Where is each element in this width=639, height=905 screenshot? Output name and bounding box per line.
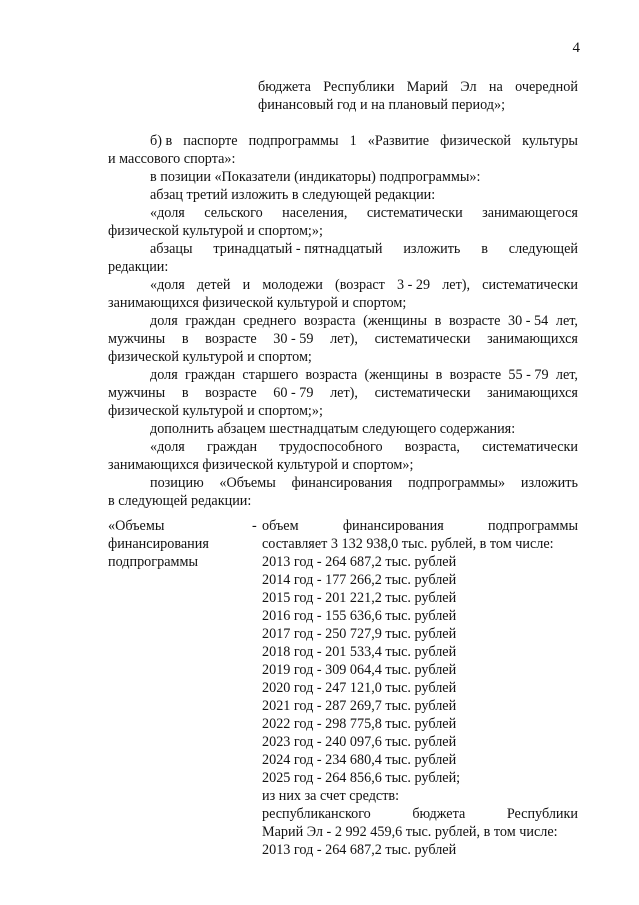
- word: в: [181, 331, 189, 347]
- rural-line-2: физической культурой и спортом;»;: [108, 223, 323, 239]
- word: объем: [262, 518, 299, 534]
- youth-line-1: [150, 277, 578, 294]
- word: мужчины: [108, 331, 166, 347]
- middle-line-3: физической культурой и спортом;: [108, 349, 312, 365]
- year-row: 2023 год - 240 097,6 тыс. рублей: [262, 734, 457, 750]
- word: возрасте: [448, 313, 501, 329]
- add-para16: дополнить абзацем шестнадцатым следующего содержания:: [150, 421, 516, 437]
- word: абзацы: [150, 241, 193, 257]
- word: лет),: [330, 331, 358, 347]
- word: занимающегося: [482, 205, 578, 221]
- word: Республики: [506, 806, 578, 822]
- intro-line-2: финансовый год и на плановый период»;: [258, 97, 506, 113]
- year-row: 2015 год - 201 221,2 тыс. рублей: [262, 590, 457, 606]
- word: населения,: [282, 205, 348, 221]
- year-row: 2021 год - 287 269,7 тыс. рублей: [262, 698, 457, 714]
- para3-intro: абзац третий изложить в следующей редакции:: [150, 187, 436, 203]
- year-row: 2016 год - 155 636,6 тыс. рублей: [262, 608, 457, 624]
- word: 3 - 29: [396, 277, 431, 293]
- word: подпрограммы: [488, 518, 578, 534]
- intro-line-1: [258, 79, 578, 96]
- word: лет),: [442, 277, 471, 293]
- word: и: [242, 277, 251, 293]
- word: позицию: [150, 475, 204, 491]
- word: граждан: [185, 313, 236, 329]
- word: Марий: [406, 79, 448, 95]
- word: «доля: [150, 277, 185, 293]
- table-left-label-3: подпрограммы: [108, 554, 198, 570]
- republic-first-year: 2013 год - 264 687,2 тыс. рублей: [262, 842, 457, 858]
- page-number: 4: [572, 40, 580, 56]
- year-row: 2018 год - 201 533,4 тыс. рублей: [262, 644, 457, 660]
- funding-line-2: в следующей редакции:: [108, 493, 252, 509]
- word: очередной: [515, 79, 578, 95]
- word: мужчины: [108, 385, 166, 401]
- older-line-3: физической культурой и спортом;»;: [108, 403, 323, 419]
- word: 30 - 54: [508, 313, 549, 329]
- word: систематически: [374, 331, 471, 347]
- word: физической: [440, 133, 512, 149]
- para13-line-2: редакции:: [108, 259, 169, 275]
- word: систематически: [374, 385, 471, 401]
- older-line-1: [150, 367, 578, 384]
- word: 60 - 79: [273, 385, 314, 401]
- word: на: [488, 79, 503, 95]
- word: занимающихся: [487, 331, 578, 347]
- table-header-line-1: [262, 518, 578, 535]
- word: возрасте: [449, 367, 502, 383]
- year-row: 2019 год - 309 064,4 тыс. рублей: [262, 662, 457, 678]
- sources-intro: из них за счет средств:: [262, 788, 400, 804]
- para-b-line-1: [150, 133, 578, 150]
- word: занимающихся: [487, 385, 578, 401]
- word: подпрограммы: [248, 133, 339, 149]
- word: в: [181, 385, 189, 401]
- word: граждан: [185, 367, 236, 383]
- word: следующей: [508, 241, 578, 257]
- older-line-2: [108, 385, 578, 402]
- word: «доля: [150, 439, 185, 455]
- table-header-line-2: составляет 3 132 938,0 тыс. рублей, в том числе:: [262, 536, 554, 552]
- word: финансирования: [342, 518, 444, 534]
- word: в: [435, 367, 443, 383]
- word: систематически: [482, 277, 578, 293]
- word: республиканского: [262, 806, 371, 822]
- word: Республики: [323, 79, 395, 95]
- word: «Объемы: [219, 475, 276, 491]
- word: лет,: [555, 313, 578, 329]
- word: возрасте: [205, 385, 257, 401]
- position-indicators: в позиции «Показатели (индикаторы) подпрограммы»:: [150, 169, 481, 185]
- working-line-2: занимающихся физической культурой и спортом»;: [108, 457, 414, 473]
- word: в: [481, 241, 488, 257]
- word: молодежи: [262, 277, 323, 293]
- word: возраста: [303, 313, 356, 329]
- word: трудоспособного: [279, 439, 383, 455]
- middle-line-2: [108, 331, 578, 348]
- rural-line-1: [150, 205, 578, 222]
- word: доля: [150, 313, 178, 329]
- word: 1: [349, 133, 357, 149]
- word: «Развитие: [367, 133, 430, 149]
- year-row: 2022 год - 298 775,8 тыс. рублей: [262, 716, 457, 732]
- republic-line-2: Марий Эл - 2 992 459,6 тыс. рублей, в том числе:: [262, 824, 558, 840]
- youth-line-2: занимающихся физической культурой и спортом;: [108, 295, 407, 311]
- word: граждан: [206, 439, 258, 455]
- word: изложить: [520, 475, 578, 491]
- word: детей: [196, 277, 231, 293]
- word: доля: [150, 367, 178, 383]
- word: паспорте: [183, 133, 238, 149]
- word: (женщины: [364, 367, 429, 383]
- year-row: 2014 год - 177 266,2 тыс. рублей: [262, 572, 457, 588]
- word: возраста,: [404, 439, 460, 455]
- word: возраста: [305, 367, 358, 383]
- para-b-line-2: и массового спорта»:: [108, 151, 236, 167]
- word: возрасте: [205, 331, 257, 347]
- year-row: 2024 год - 234 680,4 тыс. рублей: [262, 752, 457, 768]
- word: подпрограммы»: [408, 475, 506, 491]
- word: лет,: [555, 367, 578, 383]
- funding-line-1: [150, 475, 578, 492]
- word: сельского: [204, 205, 263, 221]
- table-dash: -: [252, 518, 257, 534]
- republic-line-1: [262, 806, 578, 823]
- word: б) в: [150, 133, 173, 149]
- word: бюджета: [258, 79, 311, 95]
- word: систематически: [366, 205, 463, 221]
- word: 30 - 59: [273, 331, 314, 347]
- word: (возраст: [334, 277, 385, 293]
- word: среднего: [243, 313, 297, 329]
- word: тринадцатый - пятнадцатый: [213, 241, 383, 257]
- word: в: [434, 313, 442, 329]
- word: 55 - 79: [508, 367, 549, 383]
- working-line-1: [150, 439, 578, 456]
- word: культуры: [522, 133, 578, 149]
- year-row: 2013 год - 264 687,2 тыс. рублей: [262, 554, 457, 570]
- word: (женщины: [363, 313, 428, 329]
- word: старшего: [242, 367, 299, 383]
- table-left-label-2: финансирования: [108, 536, 209, 552]
- middle-line-1: [150, 313, 578, 330]
- word: изложить: [403, 241, 461, 257]
- para13-line-1: [150, 241, 578, 258]
- year-row: 2017 год - 250 727,9 тыс. рублей: [262, 626, 457, 642]
- table-left-label-1: «Объемы: [108, 518, 165, 534]
- word: «доля: [150, 205, 185, 221]
- word: финансирования: [291, 475, 393, 491]
- word: систематически: [482, 439, 578, 455]
- word: лет),: [330, 385, 358, 401]
- year-row: 2025 год - 264 856,6 тыс. рублей;: [262, 770, 461, 786]
- year-row: 2020 год - 247 121,0 тыс. рублей: [262, 680, 457, 696]
- word: бюджета: [412, 806, 466, 822]
- word: Эл: [460, 79, 477, 95]
